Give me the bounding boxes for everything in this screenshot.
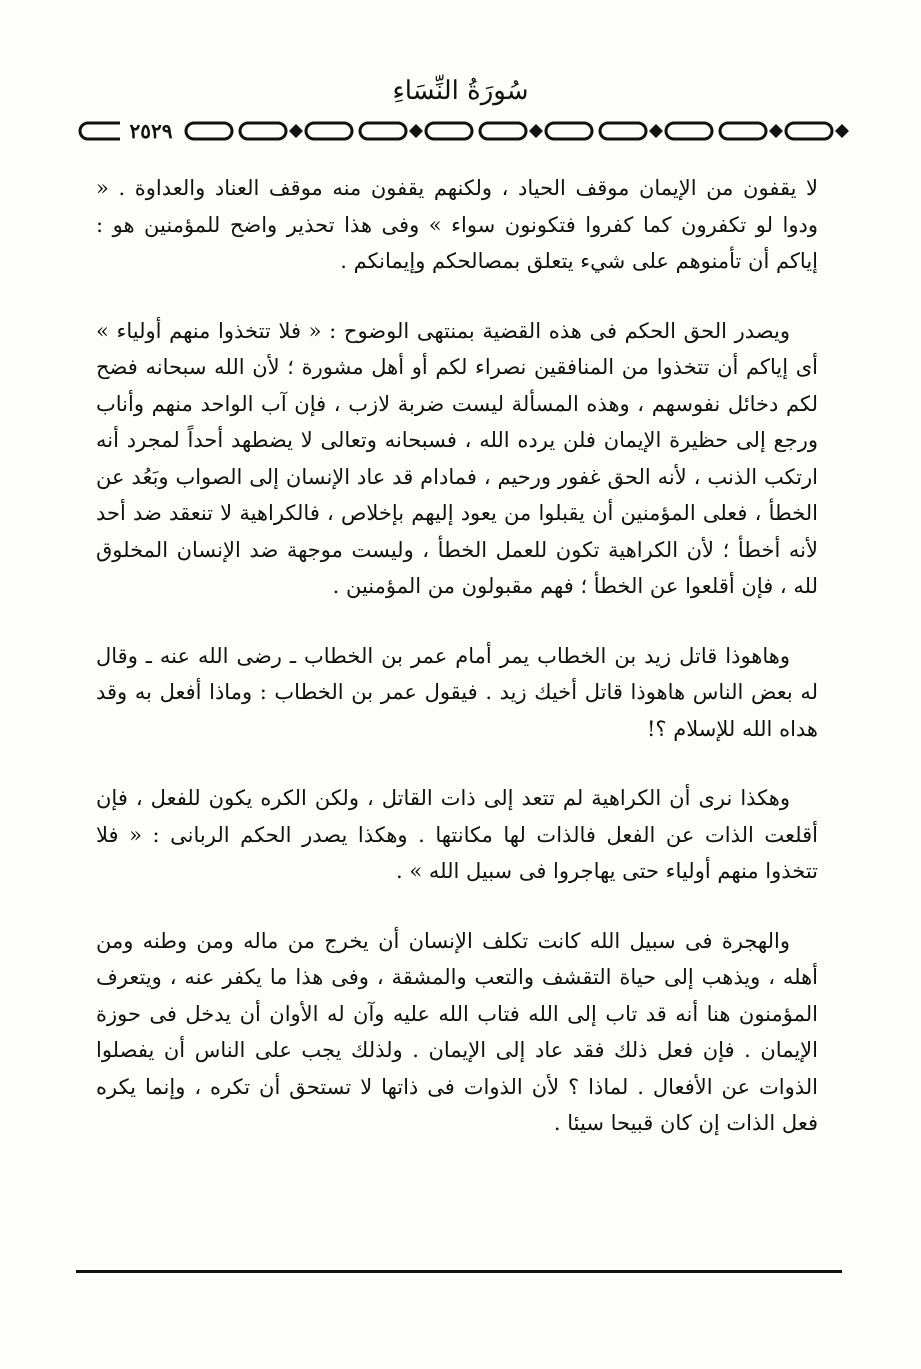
page-number: ٢٥٢٩ [120,116,182,146]
paragraph: والهجرة فى سبيل الله كانت تكلف الإنسان أن يخرج من ماله ومن وطنه ومن أهله ، ويذهب إلى حياة التقشف والتعب والمشقة ، وفى هذا ما يكفر عنه ، ويتعرف المؤمنون هنا أنه قد تاب إلى الله فتاب الله عليه وآن له الأوان أن يدخل فى حوزة الإيمان . فإن فعل ذلك فقد عاد إلى الإيمان . ولذلك يجب على الناس أن يفصلوا الذوات عن الأفعال . لماذا ؟ لأن الذوات فى ذاتها لا تستحق أن تكره ، وإنما يكره فعل الذات إن كان قبيحا سيئا . [96,928,818,1135]
body-text [96,170,818,1175]
paragraph: وهكذا نرى أن الكراهية لم تتعد إلى ذات القاتل ، ولكن الكره يكون للفعل ، فإن أقلعت الذات عن الفعل فالذات لها مكانتها . وهكذا يصدر الحكم الربانى : « فلا تتخذوا منهم أولياء حتى يهاجروا فى سبيل الله » . [96,786,818,883]
surah-title: سُورَةُ النِّسَاءِ [392,76,529,106]
paragraph: وهاهوذا قاتل زيد بن الخطاب يمر أمام عمر بن الخطاب ـ رضى الله عنه ـ وقال له بعض الناس هاهوذا قاتل أخيك زيد . فيقول عمر بن الخطاب : وماذا أفعل به وقد هداه الله للإسلام ؟! [96,643,818,741]
footer-rule [76,1270,842,1273]
decorative-border [74,116,850,146]
paragraph: ويصدر الحق الحكم فى هذه القضية بمنتهى الوضوح : « فلا تتخذوا منهم أولياء » أى إياكم أن تتخذوا من المنافقين نصراء لكم أو أهل مشورة ؛ لأن الله سبحانه فضح لكم دخائل نفوسهم ، وهذه المسألة ليست ضربة لازب ، فإن آب الواحد منهم وأناب ورجع إلى حظيرة الإيمان فلن يرده الله ، فسبحانه وتعالى لا يضطهد أحداً لمجرد أنه ارتكب الذنب ، لأنه الحق غفور ورحيم ، فمادام قد عاد الإنسان إلى الصواب وبَعُد عن الخطأ ، فعلى المؤمنين أن يقبلوا من يعود إليهم بإخلاص ، فالكراهية لا تنعقد ضد أحد لأنه أخطأ ؛ لأن الكراهية تكون للعمل الخطأ ، وليست موجهة ضد الإنسان المخلوق لله ، فإن أقلعوا عن الخطأ ؛ فهم مقبولون من المؤمنين . [96,318,818,598]
paragraph: لا يقفون من الإيمان موقف الحياد ، ولكنهم يقفون منه موقف العناد والعداوة . « ودوا لو تكفرون كما كفروا فتكونون سواء » وفى هذا تحذير واضح للمؤمنين هو : إياكم أن تأمنوهم على شيء يتعلق بمصالحكم وإيمانكم . [96,176,818,273]
chain-ornament-icon [74,116,850,146]
